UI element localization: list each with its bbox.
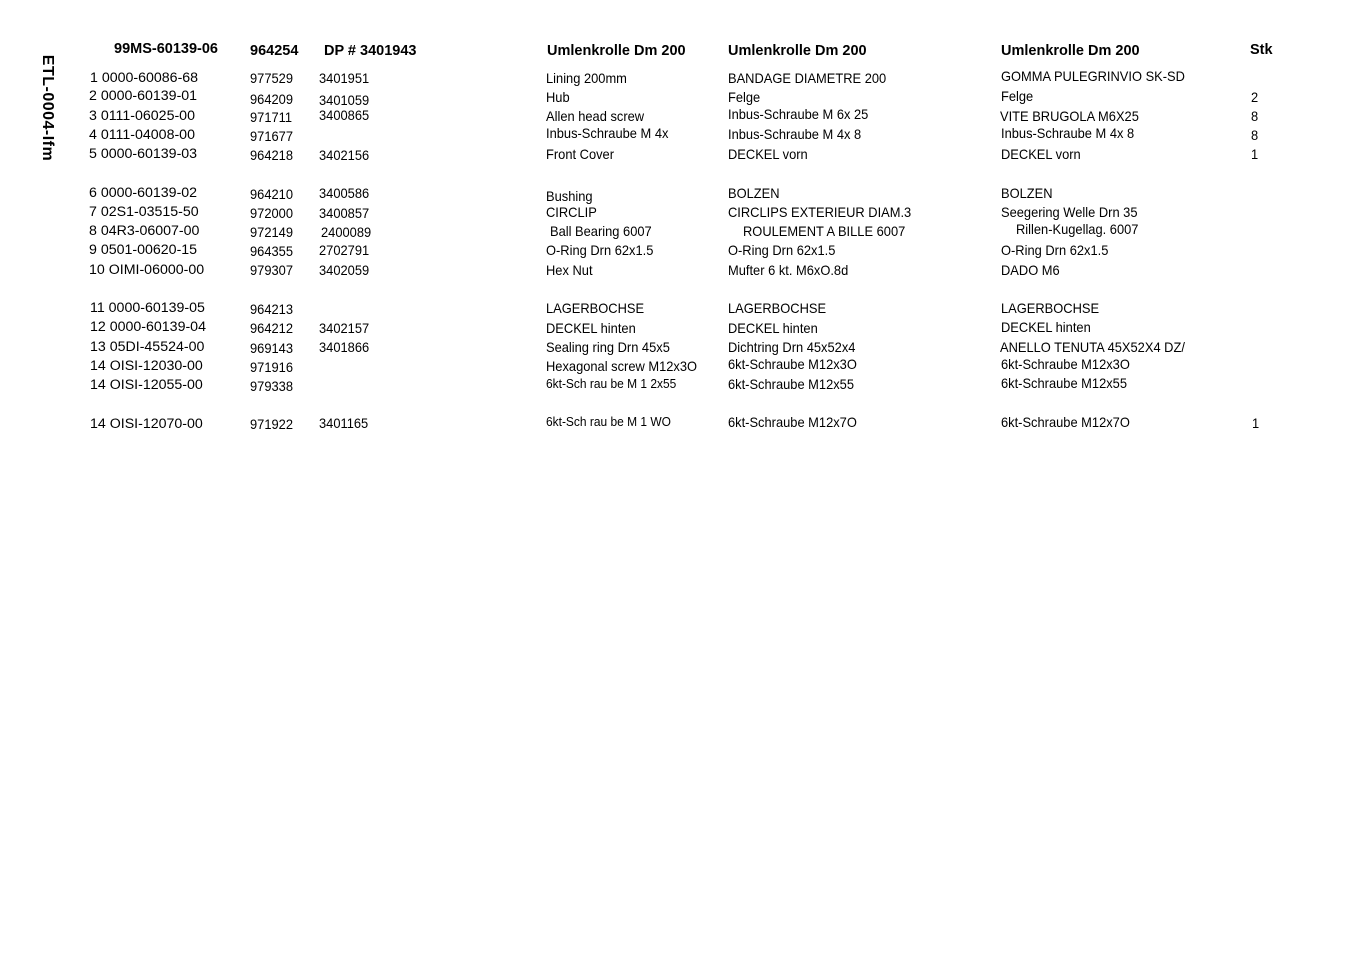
row-item-number: 964209 [250, 91, 293, 107]
row-description-fr: 6kt-Schraube M12x3O [728, 356, 857, 372]
row-description-it: 6kt-Schraube M12x3O [1001, 356, 1130, 372]
row-position: 3 0111-06025-00 [89, 108, 195, 124]
row-description-en: Hex Nut [546, 262, 593, 278]
row-item-number: 972149 [250, 224, 293, 240]
row-position: 7 02S1-03515-50 [89, 204, 199, 220]
row-dp-number: 3400857 [319, 205, 370, 221]
row-position: 4 0111-04008-00 [89, 127, 195, 143]
row-dp-number: 3402157 [319, 320, 370, 336]
row-item-number: 971677 [250, 128, 293, 144]
row-position: 2 0000-60139-01 [89, 88, 198, 104]
row-description-en: O-Ring Drn 62x1.5 [546, 242, 654, 258]
row-description-it: GOMMA PULEGRINVIO SK-SD [1001, 68, 1185, 84]
row-description-fr: ROULEMENT A BILLE 6007 [743, 223, 906, 239]
row-description-it: BOLZEN [1001, 185, 1053, 201]
row-description-it: Felge [1001, 88, 1034, 104]
row-description-fr: Dichtring Drn 45x52x4 [728, 339, 856, 355]
row-description-fr: Inbus-Schraube M 4x 8 [728, 126, 862, 142]
row-item-number: 971922 [250, 416, 293, 432]
row-item-number: 979307 [250, 262, 293, 278]
row-quantity: 2 [1251, 89, 1259, 105]
document-code: ETL-0004-Ifm [39, 54, 56, 162]
row-position: 10 OIMI-06000-00 [89, 262, 205, 278]
row-description-it: Seegering Welle Drn 35 [1001, 204, 1138, 220]
row-description-fr: Inbus-Schraube M 6x 25 [728, 106, 869, 122]
row-position: 8 04R3-06007-00 [89, 223, 200, 239]
row-dp-number: 2400089 [321, 224, 372, 240]
row-description-en: Allen head screw [546, 108, 645, 124]
row-description-fr: LAGERBOCHSE [728, 300, 827, 316]
row-description-it: 6kt-Schraube M12x7O [1001, 414, 1130, 430]
row-position: 13 05DI-45524-00 [90, 339, 205, 355]
row-description-fr: DECKEL hinten [728, 320, 818, 336]
row-dp-number: 3402156 [319, 147, 370, 163]
row-item-number: 977529 [250, 70, 293, 86]
header-dp-number: DP # 3401943 [324, 43, 417, 59]
row-description-fr: BANDAGE DIAMETRE 200 [728, 70, 887, 86]
row-description-it: DECKEL hinten [1001, 319, 1091, 335]
row-dp-number: 3401165 [319, 415, 369, 431]
row-position: 14 OISI-12055-00 [90, 377, 203, 393]
header-description-fr: Umlenkrolle Dm 200 [728, 43, 867, 59]
row-quantity: 8 [1251, 108, 1259, 124]
row-item-number: 964213 [250, 301, 293, 317]
row-dp-number: 3401951 [319, 70, 370, 86]
row-description-fr: Felge [728, 89, 761, 105]
row-item-number: 969143 [250, 340, 293, 356]
row-description-it: Rillen-Kugellag. 6007 [1016, 221, 1139, 237]
row-description-fr: BOLZEN [728, 185, 780, 201]
header-description-en: Umlenkrolle Dm 200 [547, 43, 686, 59]
row-description-en: 6kt-Sch rau be M 1 WO [546, 414, 671, 429]
row-position: 9 0501-00620-15 [89, 242, 198, 258]
row-description-en: Front Cover [546, 146, 615, 162]
row-position: 11 0000-60139-05 [90, 300, 205, 316]
row-description-en: Hub [546, 89, 570, 105]
row-item-number: 964218 [250, 147, 293, 163]
row-description-fr: O-Ring Drn 62x1.5 [728, 242, 836, 258]
row-position: 5 0000-60139-03 [89, 146, 198, 162]
row-description-en: Sealing ring Drn 45x5 [546, 339, 670, 355]
row-item-number: 964355 [250, 243, 293, 259]
row-description-it: ANELLO TENUTA 45X52X4 DZ/ [1000, 339, 1185, 355]
row-dp-number: 3400865 [319, 107, 370, 123]
row-position: 6 0000-60139-02 [89, 185, 198, 201]
header-assembly-number: 99MS-60139-06 [114, 41, 218, 57]
row-description-en: LAGERBOCHSE [546, 300, 645, 316]
row-description-it: LAGERBOCHSE [1001, 300, 1100, 316]
row-description-fr: DECKEL vorn [728, 146, 808, 162]
row-description-fr: Mufter 6 kt. M6xO.8d [728, 262, 849, 278]
row-description-it: Inbus-Schraube M 4x 8 [1001, 125, 1135, 141]
row-position: 1 0000-60086-68 [90, 70, 199, 86]
row-quantity: 1 [1251, 146, 1259, 162]
row-position: 14 OISI-12070-00 [90, 416, 203, 432]
row-description-en: Hexagonal screw M12x3O [546, 358, 698, 374]
row-description-it: O-Ring Drn 62x1.5 [1001, 242, 1109, 258]
row-quantity: 8 [1251, 127, 1259, 143]
header-item-number: 964254 [250, 43, 299, 59]
row-description-en: Lining 200mm [546, 70, 627, 86]
row-item-number: 971711 [250, 109, 293, 125]
row-dp-number: 2702791 [319, 242, 370, 258]
row-description-en: DECKEL hinten [546, 320, 636, 336]
row-position: 12 0000-60139-04 [90, 319, 206, 335]
row-item-number: 964210 [250, 186, 293, 202]
row-description-en: 6kt-Sch rau be M 1 2x55 [546, 376, 677, 391]
row-description-en: Ball Bearing 6007 [550, 223, 652, 239]
row-position: 14 OISI-12030-00 [90, 358, 203, 374]
row-description-fr: 6kt-Schraube M12x7O [728, 414, 857, 430]
row-quantity: 1 [1252, 415, 1260, 431]
row-description-en: CIRCLIP [546, 204, 597, 220]
row-item-number: 971916 [250, 359, 293, 375]
row-description-it: DECKEL vorn [1001, 146, 1081, 162]
row-description-it: VITE BRUGOLA M6X25 [1000, 108, 1139, 124]
header-description-it: Umlenkrolle Dm 200 [1001, 43, 1140, 59]
header-quantity-label: Stk [1250, 42, 1273, 58]
row-item-number: 964212 [250, 320, 293, 336]
row-description-fr: CIRCLIPS EXTERIEUR DIAM.3 [728, 204, 912, 220]
row-dp-number: 3401059 [319, 92, 370, 108]
row-description-fr: 6kt-Schraube M12x55 [728, 376, 855, 392]
row-dp-number: 3400586 [319, 185, 370, 201]
row-description-it: DADO M6 [1001, 262, 1060, 278]
row-item-number: 979338 [250, 378, 293, 394]
row-item-number: 972000 [250, 205, 293, 221]
row-description-it: 6kt-Schraube M12x55 [1001, 375, 1128, 391]
row-dp-number: 3402059 [319, 262, 370, 278]
row-description-en: Bushing [546, 188, 593, 204]
row-description-en: Inbus-Schraube M 4x [546, 125, 669, 141]
row-dp-number: 3401866 [319, 339, 370, 355]
